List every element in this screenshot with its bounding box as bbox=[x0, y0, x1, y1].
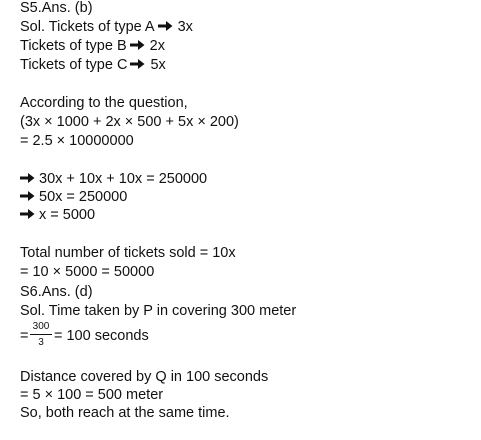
fraction bbox=[30, 321, 52, 349]
s5-type-a-label: Sol. Tickets of type A bbox=[20, 19, 155, 35]
fraction-numerator: 300 bbox=[30, 321, 52, 335]
fraction-equals: = bbox=[20, 328, 29, 344]
s5-type-a-line bbox=[20, 18, 193, 37]
s5-step-1-text: 30x + 10x + 10x = 250000 bbox=[39, 171, 208, 187]
s5-equation-rhs: = 2.5 × 10000000 bbox=[20, 133, 134, 149]
right-arrow-icon bbox=[20, 190, 35, 202]
s5-type-b-value: 2x bbox=[149, 38, 165, 54]
s6-conclusion: So, both reach at the same time. bbox=[20, 405, 230, 421]
fraction-result: = 100 seconds bbox=[54, 328, 149, 344]
s5-step-3-text: x = 5000 bbox=[39, 207, 96, 223]
s6-distance-line: Distance covered by Q in 100 seconds bbox=[20, 369, 269, 385]
right-arrow-icon bbox=[130, 58, 145, 70]
s5-type-c-label: Tickets of type C bbox=[20, 57, 128, 73]
right-arrow-icon bbox=[130, 39, 145, 51]
fraction-denominator: 3 bbox=[38, 337, 44, 348]
s6-sol-line: Sol. Time taken by P in covering 300 meter bbox=[20, 303, 297, 319]
s5-type-a-value: 3x bbox=[177, 19, 193, 35]
s5-step-3 bbox=[20, 206, 95, 225]
s5-according-line: According to the question, bbox=[20, 95, 188, 111]
s5-type-b-label: Tickets of type B bbox=[20, 38, 127, 54]
s5-type-c-line bbox=[20, 56, 166, 75]
right-arrow-icon bbox=[158, 20, 173, 32]
s5-step-2 bbox=[20, 188, 127, 207]
s5-total-value: = 10 × 5000 = 50000 bbox=[20, 264, 155, 280]
s5-step-1 bbox=[20, 170, 207, 189]
s6-distance-value: = 5 × 100 = 500 meter bbox=[20, 387, 164, 403]
s5-heading: S5.Ans. (b) bbox=[20, 0, 93, 16]
s5-step-2-text: 50x = 250000 bbox=[39, 189, 128, 205]
s5-type-b-line bbox=[20, 37, 165, 56]
s5-total-tickets: Total number of tickets sold = 10x bbox=[20, 245, 236, 261]
right-arrow-icon bbox=[20, 208, 35, 220]
right-arrow-icon bbox=[20, 172, 35, 184]
s5-type-c-value: 5x bbox=[150, 57, 166, 73]
s5-equation: (3x × 1000 + 2x × 500 + 5x × 200) bbox=[20, 114, 239, 130]
s6-heading: S6.Ans. (d) bbox=[20, 284, 93, 300]
